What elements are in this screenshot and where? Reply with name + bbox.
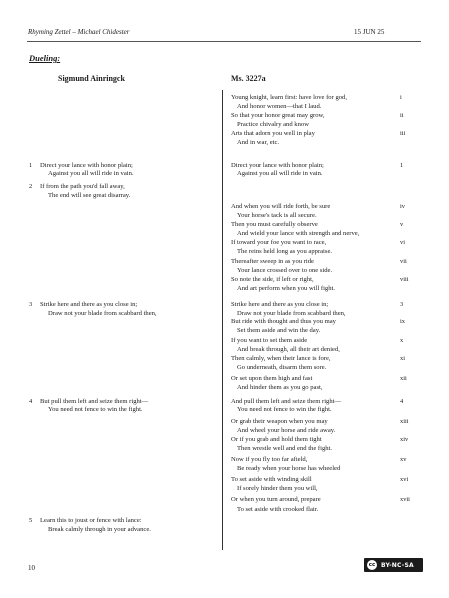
right-column-heading: Ms. 3227a (231, 74, 266, 83)
right-verse-line: Young knight, learn first: have love for god, (231, 94, 347, 101)
right-verse-line: Or if you grab and hold them tight (231, 436, 322, 443)
right-verse-number: xvii (400, 496, 410, 503)
left-verse-number: 5 (29, 517, 33, 524)
right-verse-number: ii (400, 112, 404, 119)
right-verse-line: And honor women—that I laud. (237, 103, 322, 110)
right-verse-line: Draw not your blade from scabbard then, (237, 310, 346, 317)
right-verse-number: 1 (400, 162, 404, 169)
right-verse-number: 3 (400, 301, 404, 308)
left-verse-line: Draw not your blade from scabbard then, (48, 310, 157, 317)
right-verse-number: vi (400, 239, 405, 246)
right-verse-line: Go underneath, disarm them sore. (237, 364, 327, 371)
right-verse-line: If you want to set them aside (231, 337, 308, 344)
running-header-date: 15 JUN 25 (354, 28, 385, 36)
right-verse-number: iii (400, 130, 406, 137)
creative-commons-icon: cc (368, 562, 376, 568)
left-verse-line: If from the path you'd fall away, (40, 183, 125, 190)
right-verse-number: i (400, 94, 402, 101)
right-verse-line: Or when you turn around, prepare (231, 496, 321, 503)
right-verse-line: Now if you fly too far afield, (231, 456, 308, 463)
right-verse-line: Against you all will ride in vain. (237, 170, 323, 177)
left-verse-number: 2 (29, 183, 33, 190)
right-verse-line: Then you must carefully observe (231, 221, 318, 228)
left-verse-number: 4 (29, 398, 33, 405)
left-verse-line: You need not fence to win the fight. (48, 406, 143, 413)
right-verse-line: Be ready when your horse has wheeled (237, 465, 341, 472)
right-verse-line: You need not fence to win the fight. (237, 406, 332, 413)
right-verse-line: Or grab their weapon when you may (231, 418, 328, 425)
right-verse-number: xv (400, 456, 407, 463)
right-verse-line: Practice chivalry and know (237, 121, 309, 128)
right-verse-line: And in war, etc. (237, 139, 280, 146)
right-verse-line: And hinder them as you go past, (237, 384, 323, 391)
right-verse-line: Set them aside and win the day. (237, 327, 321, 334)
right-verse-number: xii (400, 375, 407, 382)
left-verse-line: Break calmly through in your advance. (48, 526, 151, 533)
left-verse-line: Learn this to joust or fence with lance: (40, 517, 142, 524)
running-header-title: Rhyming Zettel – Michael Chidester (28, 28, 130, 36)
header-rule (27, 41, 421, 42)
right-verse-number: 4 (400, 398, 404, 405)
right-verse-line: Or set upon them high and fast (231, 375, 313, 382)
right-verse-line: Direct your lance with honor plain; (231, 162, 324, 169)
right-verse-line: So that your honor great may grow, (231, 112, 325, 119)
left-verse-line: But pull them left and seize them right— (40, 398, 149, 405)
right-verse-line: And pull them left and seize them right— (231, 398, 342, 405)
right-verse-line: To set aside with winding skill (231, 476, 312, 483)
right-verse-number: xvi (400, 476, 409, 483)
left-verse-line: Direct your lance with honor plain; (40, 162, 133, 169)
left-verse-line: The end will see great disarray. (48, 192, 131, 199)
right-verse-number: vii (400, 258, 407, 265)
right-verse-line: If sorely hinder them you will, (237, 485, 318, 492)
right-verse-line: Then calmly, when their lance is fore, (231, 355, 331, 362)
page-number: 10 (28, 564, 35, 572)
left-verse-number: 1 (29, 162, 33, 169)
right-verse-line: And when you will ride forth, be sure (231, 203, 331, 210)
right-verse-line: And wheel your horse and ride away. (237, 427, 336, 434)
right-verse-line: And art perform when you will fight. (237, 285, 335, 292)
right-verse-line: And break through, all their art denied, (237, 346, 340, 353)
right-verse-number: xiv (400, 436, 409, 443)
right-verse-line: Strike here and there as you close in; (231, 301, 329, 308)
right-verse-line: Your lance crossed over to one side. (237, 267, 333, 274)
right-verse-line: Arts that adorn you well in play (231, 130, 315, 137)
right-verse-line: But ride with thought and thus you may (231, 318, 336, 325)
license-label: BY-NC-SA (381, 561, 414, 569)
right-verse-number: ix (400, 318, 405, 325)
left-column-heading: Sigmund Ainringck (58, 74, 125, 83)
right-verse-line: And wield your lance with strength and nerve, (237, 230, 360, 237)
license-badge[interactable] (364, 558, 423, 572)
left-verse-line: Strike here and there as you close in; (40, 301, 138, 308)
right-verse-number: v (400, 221, 404, 228)
right-verse-number: x (400, 337, 404, 344)
left-verse-line: Against you all will ride in vain. (48, 170, 134, 177)
right-verse-line: The reins held long as you appraise. (237, 248, 333, 255)
section-title: Dueling: (29, 53, 61, 63)
column-divider (222, 90, 223, 550)
right-verse-line: So note the side, if left or right, (231, 276, 314, 283)
right-verse-line: To set aside with crooked flair. (237, 506, 319, 513)
right-verse-line: Your horse's tack is all secure. (237, 212, 317, 219)
right-verse-number: iv (400, 203, 405, 210)
left-verse-number: 3 (29, 301, 33, 308)
right-verse-number: viii (400, 276, 409, 283)
right-verse-number: xi (400, 355, 405, 362)
right-verse-line: Thereafter sweep in as you ride (231, 258, 314, 265)
right-verse-line: If toward your foe you want to race, (231, 239, 327, 246)
right-verse-number: xiii (400, 418, 409, 425)
right-verse-line: Then wrestle well and end the fight. (237, 445, 333, 452)
